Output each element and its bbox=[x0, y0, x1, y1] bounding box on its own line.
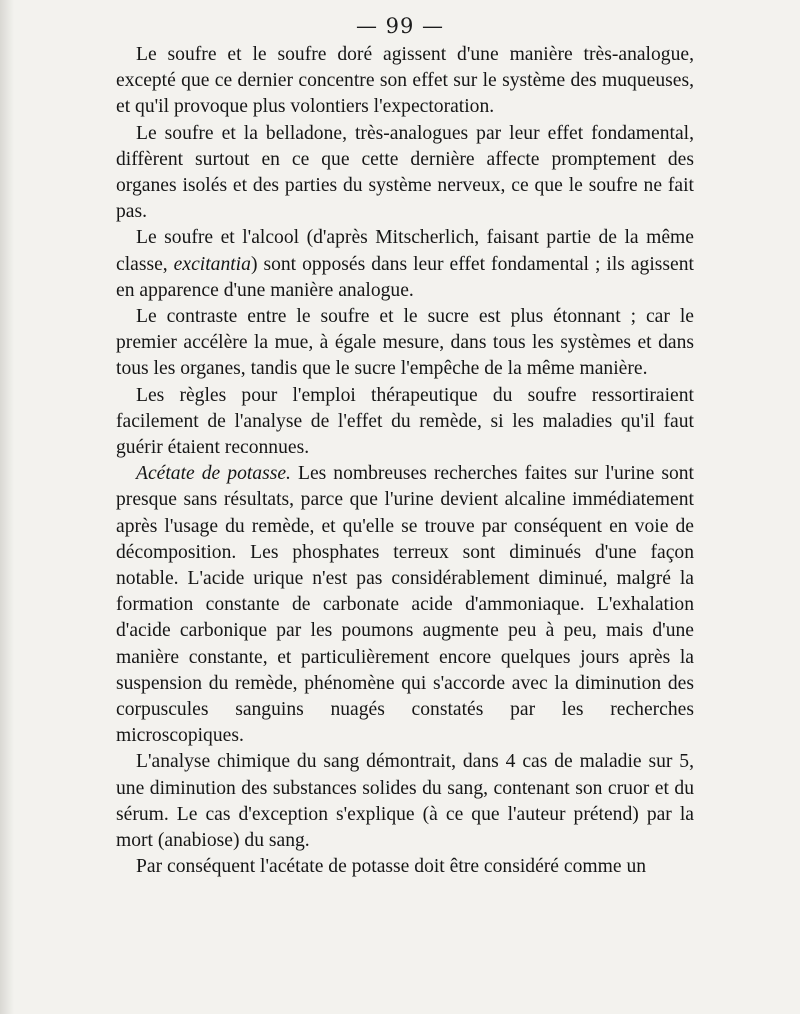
paragraph-soufre-alcool bbox=[116, 225, 694, 304]
page-number: — 99 — bbox=[355, 14, 445, 38]
paragraph-text: Les nombreuses recherches faites sur l'urine sont presque sans résultats, parce que l'urine devient alcaline immédiatement après l'usage du remède, et qu'elle se trouve par conséquent en voie de décomposition. Les phosphates terreux sont diminués d'une façon notable. L'acide urique n'est pas considérablement diminué, malgré la formation constante de carbonate acide d'ammoniaque. L'exhalation d'acide carbonique par les poumons augmente peu à peu, mais d'une manière constante, et particulièrement encore quelques jours après la suspension du remède, phénomène qui s'accorde avec la diminution des corpuscules sanguins nuagés constatés par les recherches microscopiques. bbox=[116, 463, 694, 747]
paragraph-soufre-dore: Le soufre et le soufre doré agissent d'une manière très-analogue, excepté que ce dernier concentre son effet sur le système des muqueuses, et qu'il provoque plus volontiers l'expectoration. bbox=[116, 44, 694, 118]
paragraph-soufre-sucre: Le contraste entre le soufre et le sucre est plus étonnant ; car le premier accélère la mue, à égale mesure, dans tous les systèmes et dans tous les organes, tandis que le sucre l'empêche de la même manière. bbox=[116, 306, 694, 380]
section-heading: Acétate de potasse. bbox=[136, 463, 291, 485]
paragraph-text: ) sont opposés dans leur effet fondamental ; ils agissent en apparence d'une manière analogue. bbox=[116, 253, 694, 301]
paragraph-acetate-potasse bbox=[116, 461, 694, 749]
paragraph-analyse-sang: L'analyse chimique du sang démontrait, dans 4 cas de maladie sur 5, une diminution des substances solides du sang, contenant son cruor et du sérum. Le cas d'exception s'explique (à ce que l'auteur prétend) par la mort (anabiose) du sang. bbox=[116, 751, 694, 852]
paragraph-soufre-belladone: Le soufre et la belladone, très-analogues par leur effet fondamental, diffèrent surtout en ce que cette dernière affecte promptement des organes isolés et des parties du système nerveux, ce que le soufre ne fait pas. bbox=[116, 122, 694, 223]
paragraph-text: Le soufre et l'alcool (d'après Mitscherlich, faisant partie de la même classe, bbox=[116, 227, 694, 275]
latin-term: excitantia bbox=[173, 253, 251, 275]
paragraph-consequence: Par conséquent l'acétate de potasse doit être considéré comme un bbox=[136, 856, 647, 878]
body-text bbox=[116, 42, 694, 881]
paragraph-regles-therapeutique: Les règles pour l'emploi thérapeutique du soufre ressortiraient facilement de l'analyse de l'effet du remède, si les maladies qu'il faut guérir étaient reconnues. bbox=[116, 384, 694, 459]
page-gutter-shadow bbox=[0, 0, 14, 1014]
